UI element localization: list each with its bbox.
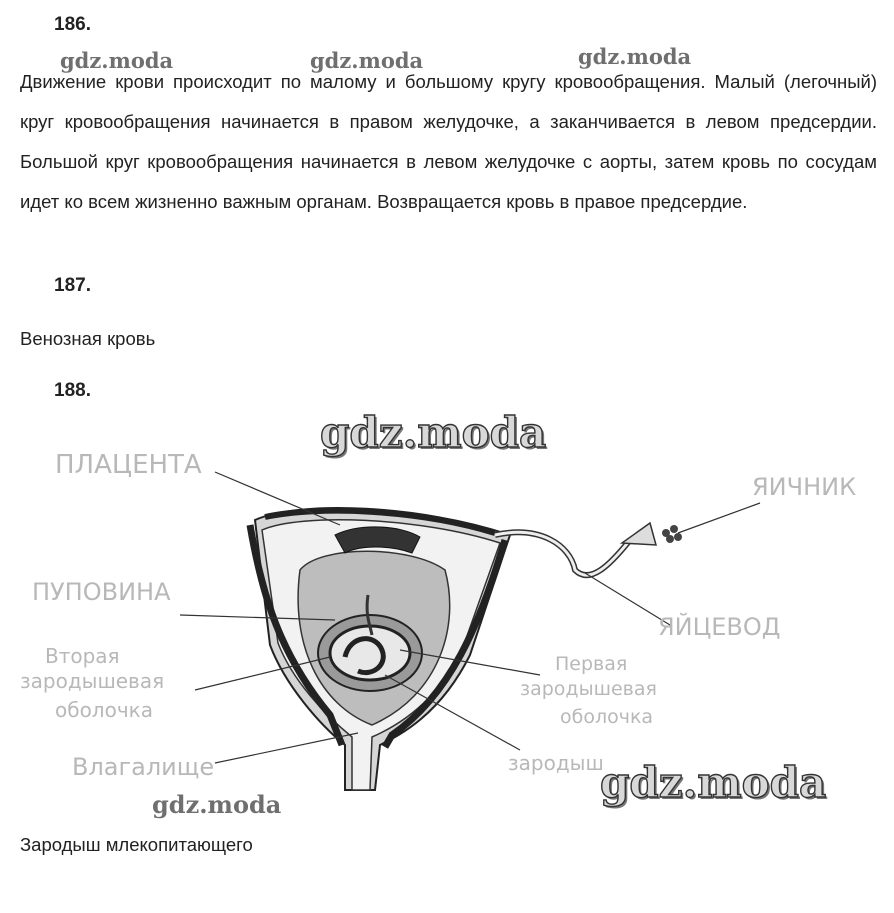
label-first-membrane: оболочка (560, 706, 654, 728)
watermark: gdz.moda (320, 408, 547, 457)
task-187-number: 187. (54, 275, 91, 296)
task-186-text: Движение крови происходит по малому и большому кругу кровообращения. Малый (легочный) круг кровообращения начинается в правом желудочке, а заканчивается в левом предсердии. Большой круг кровообращения начинается в левом желудочке с аорты, затем кровь по сосудам идет ко всем жизненно важным органам. Возвращается кровь в правое предсердие. (20, 71, 877, 212)
task-188-number: 188. (54, 380, 91, 401)
label-oviduct: ЯЙЦЕВОД (658, 613, 781, 641)
label-ovary: ЯИЧНИК (752, 473, 857, 501)
label-first-membrane: зародышевая (520, 678, 657, 700)
label-vagina: Влагалище (72, 753, 215, 781)
task-187-answer: Венозная кровь (20, 328, 156, 349)
task-188-caption: Зародыш млекопитающего (20, 834, 253, 855)
label-placenta: ПЛАЦЕНТА (55, 450, 202, 480)
watermark: gdz.moda (310, 48, 424, 73)
label-embryo: зародыш (508, 751, 604, 775)
task-186-number: 186. (54, 14, 91, 35)
watermark: gdz.moda (60, 48, 174, 73)
label-first-membrane: Первая (555, 653, 628, 675)
watermark: gdz.moda (578, 44, 692, 69)
label-second-membrane: оболочка (55, 698, 153, 722)
watermark: gdz.moda (600, 758, 827, 807)
uterus-shape (250, 508, 682, 790)
label-umbilical-cord: ПУПОВИНА (32, 578, 171, 606)
label-second-membrane: Вторая (45, 644, 120, 668)
label-second-membrane: зародышевая (20, 669, 165, 693)
watermark: gdz.moda (152, 790, 282, 819)
